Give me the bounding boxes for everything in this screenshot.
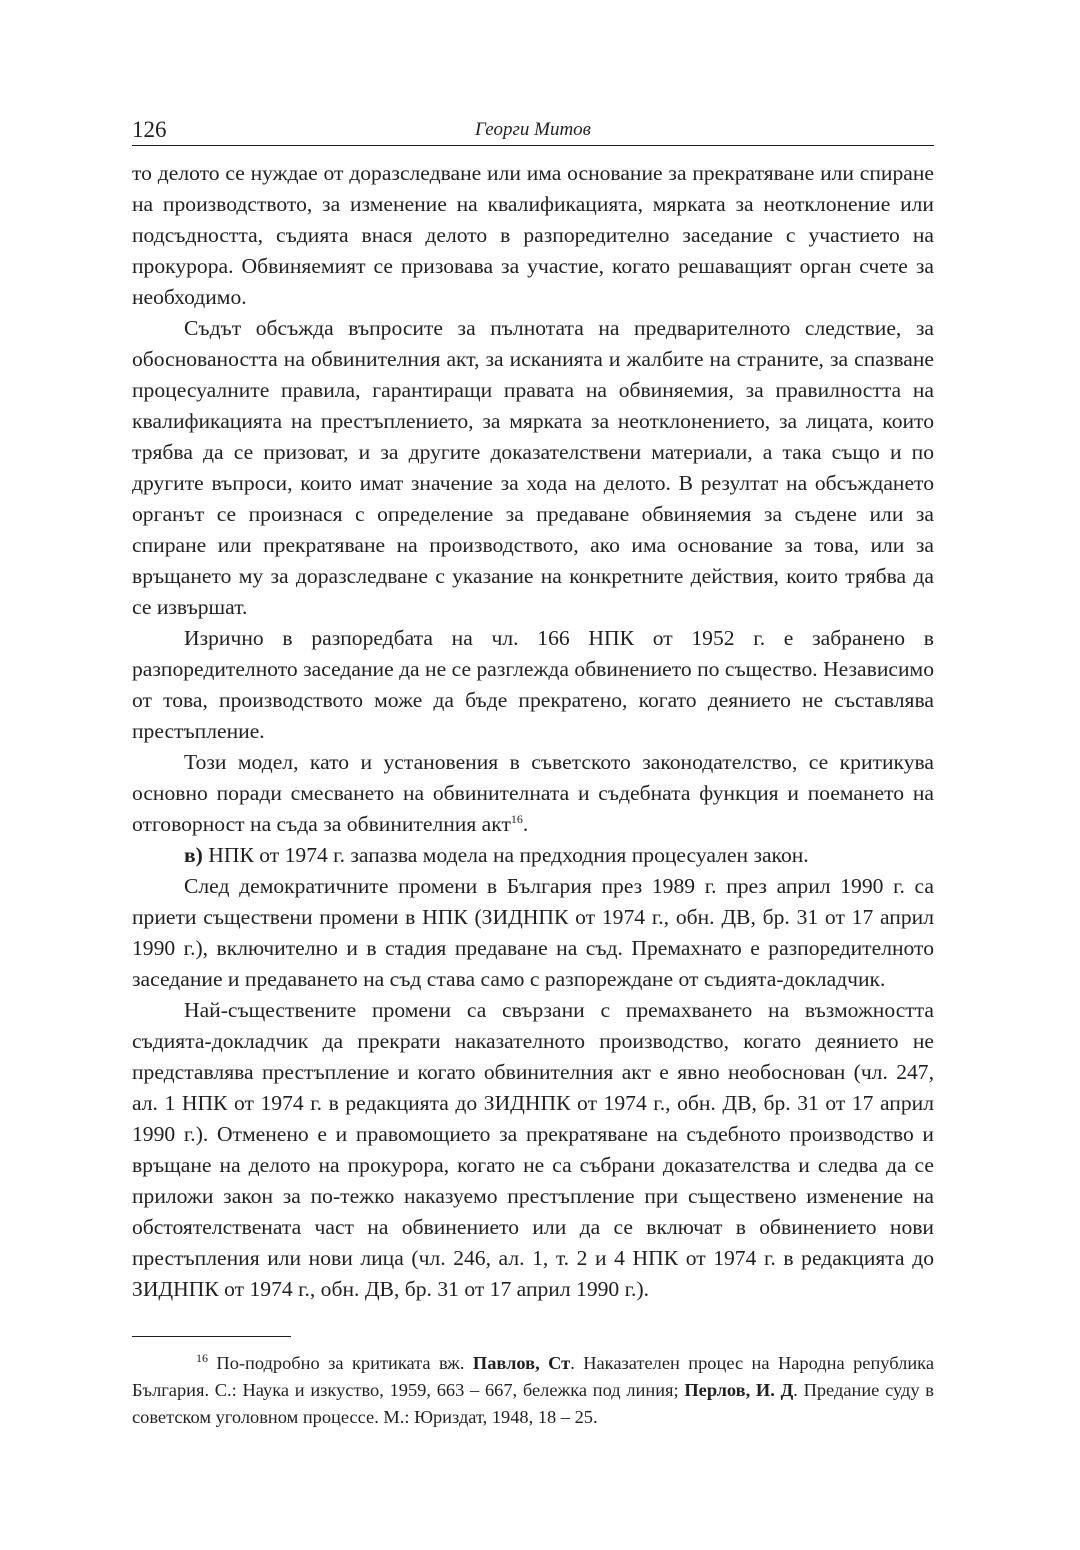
paragraph-text: Този модел, като и установения в съветското законодателство, се критикува основно поради смесването на обвинителната и съдебната функция и поемането на отговорност на съда за обвинителния акт bbox=[132, 750, 934, 836]
footnote-reference[interactable]: 16 bbox=[510, 811, 523, 826]
item-label: в) bbox=[184, 843, 203, 867]
header-rule bbox=[132, 145, 934, 146]
footnote-text bbox=[132, 1350, 934, 1431]
main-text bbox=[132, 158, 934, 1305]
paragraph-end: . bbox=[522, 812, 529, 836]
footnote-author: Перлов, И. Д bbox=[684, 1380, 794, 1400]
paragraph: Съдът обсъжда въпросите за пълнотата на предварителното следствие, за обосноваността на обвинителния акт, за исканията и жалбите на страните, за спазване процесуалните правила, гарантиращи правата на обвиняемия, за правилността на квалификацията на престъплението, за мярката за неотклонението, за лицата, които трябва да се призоват, и за другите доказателствени материали, а така също и по другите въпроси, които имат значение за хода на делото. В резултат на обсъждането органът се произнася с определение за предаване обвиняемия за съдене или за спиране или прекратяване на производството, ако има основание за това, или за връщането му за доразследване с указание на конкретните действия, които трябва да се извършат. bbox=[132, 316, 934, 619]
paragraph-text: НПК от 1974 г. запазва модела на предходния процесуален закон. bbox=[202, 843, 809, 867]
footnote-rule bbox=[132, 1336, 291, 1337]
paragraph: Най-съществените промени са свързани с премахването на възможността съдията-докладчик да прекрати наказателното производство, когато деянието не представлява престъпление и когато обвинителния акт е явно необоснован (чл. 247, ал. 1 НПК от 1974 г. в редакцията до ЗИДНПК от 1974 г., обн. ДВ, бр. 31 от 17 април 1990 г.). Отменено е и правомощието за прекратяване на съдебното производство и връщане на делото на прокурора, когато не са събрани доказателства и следва да се приложи закон за по-тежко наказуемо престъпление при съществено изменение на обстоятелствената част на обвинението или да се включат в обвинението нови престъпления или нови лица (чл. 246, ал. 1, т. 2 и 4 НПК от 1974 г. в редакцията до ЗИДНПК от 1974 г., обн. ДВ, бр. 31 от 17 април 1990 г.). bbox=[132, 998, 934, 1301]
footnote bbox=[132, 1350, 934, 1431]
page-header bbox=[132, 116, 934, 148]
paragraph bbox=[132, 840, 934, 871]
footnote-segment: . Предание суду в советском уголовном процессе. М.: Юриздат, 1948, 18 – 25. bbox=[132, 1380, 934, 1427]
footnote-segment: . Наказателен процес на Народна република България. С.: Наука и изкуство, 1959, 663 – 667, бележка под линия; bbox=[132, 1353, 934, 1400]
footnote-author: Павлов, Ст bbox=[472, 1353, 571, 1373]
running-head: Георги Митов bbox=[475, 119, 591, 140]
footnote-segment: По-подробно за критиката вж. bbox=[208, 1353, 473, 1373]
paragraph: то делото се нуждае от доразследване или има основание за прекратяване или спиране на производството, за изменение на квалификацията, мярката за неотклонение или подсъдността, съдията внася делото в разпоредително заседание с участието на прокурора. Обвиняемият се призовава за участие, когато решаващият орган счете за необходимо. bbox=[132, 161, 934, 309]
footnote-number: 16 bbox=[196, 1350, 208, 1365]
paragraph bbox=[132, 747, 934, 840]
paragraph: Изрично в разпоредбата на чл. 166 НПК от 1952 г. е забранено в разпоредителното заседание да не се разглежда обвинението по същество. Независимо от това, производството може да бъде прекратено, когато деянието не съставлява престъпление. bbox=[132, 626, 934, 743]
page-number: 126 bbox=[132, 117, 167, 142]
paragraph: След демократичните промени в България през 1989 г. през април 1990 г. са приети съществени промени в НПК (ЗИДНПК от 1974 г., обн. ДВ, бр. 31 от 17 април 1990 г.), включително и в стадия предаване на съд. Премахнато е разпоредителното заседание и предаването на съд става само с разпореждане от съдията-докладчик. bbox=[132, 874, 934, 991]
